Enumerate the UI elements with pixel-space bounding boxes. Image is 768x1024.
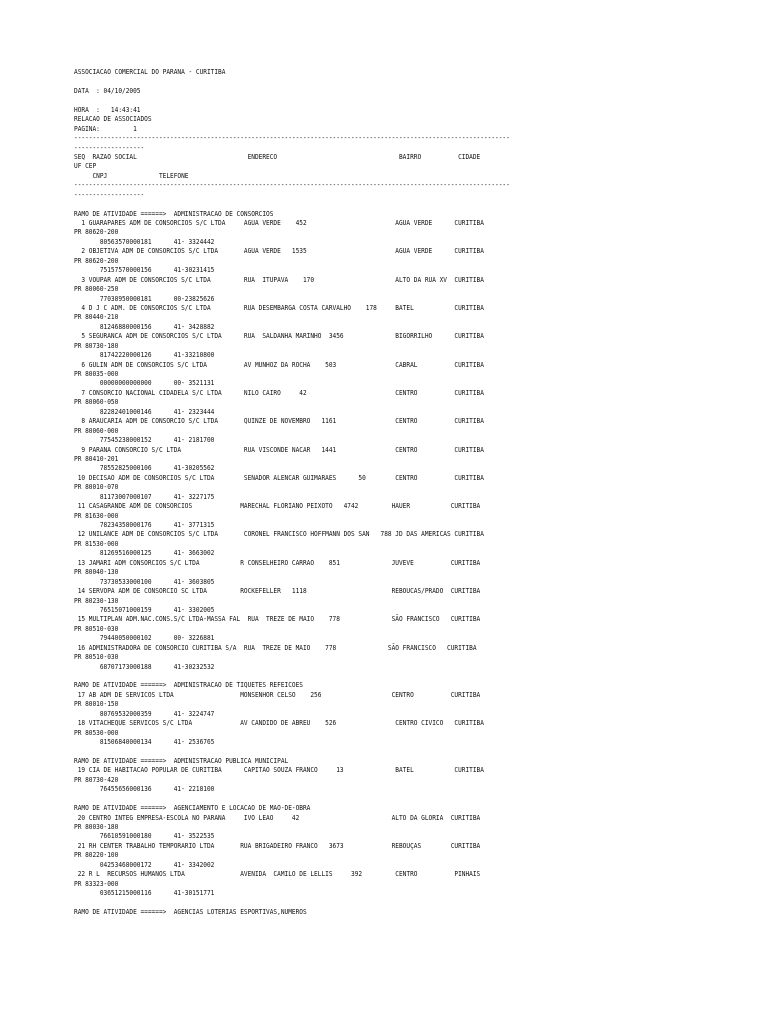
record-line-1: 19 CIA DE HABITACAO POPULAR DE CURITIBA CAPITAO SOUZA FRANCO 13 BATEL CURITIBA	[74, 765, 484, 775]
record-line-2: PR 80030-180	[74, 822, 119, 831]
record-line-2: PR 80035-000	[74, 369, 119, 378]
section-block	[74, 803, 584, 897]
record-line-3: 73730533000100 41- 3603805	[74, 576, 215, 586]
record-line-3: 77038950000181 00-23825626	[74, 293, 215, 303]
record-line-1: 21 RH CENTER TRABALHO TEMPORARIO LTDA RUA BRIGADEIRO FRANCO 3673 REBOUÇAS CURITIBA	[74, 840, 481, 850]
record-line-1: 18 VITACHEQUE SERVICOS S/C LTDA AV CANDIDO DE ABREU 526 CENTRO CIVICO CURITIBA	[74, 718, 484, 728]
record-line-2: PR 80620-200	[74, 227, 119, 237]
column-header-row: SEQ RAZAO SOCIAL ENDERECO BAIRRO CIDADE	[74, 151, 481, 161]
section-heading: RAMO DE ATIVIDADE ======> ADMINISTRACAO DE TIQUETES REFEICOES	[74, 680, 303, 690]
record-line-3: 00000000000000 00- 3521131	[74, 378, 215, 388]
record-line-3: 04253468000172 41- 3342002	[74, 859, 215, 869]
report-page: PAGINA: 1	[74, 123, 137, 133]
record-line-2: PR 80510-030	[74, 623, 119, 633]
record-line-3: 75157570000156 41-30231415	[74, 265, 215, 275]
record-line-2: PR 80230-130	[74, 595, 119, 605]
section-heading: RAMO DE ATIVIDADE ======> AGENCIAMENTO E LOCACAO DE MAO-DE-OBRA	[74, 803, 311, 813]
record-line-3: 80563570000181 41- 3324442	[74, 236, 215, 246]
record-line-2: PR 81630-000	[74, 510, 119, 520]
record-line-2: PR 81530-000	[74, 538, 119, 548]
record-line-1: 6 GULIN ADM DE CONSORCIOS S/C LTDA AV MUNHOZ DA ROCHA 503 CABRAL CURITIBA	[74, 359, 484, 369]
record-line-3: 81246880000156 41- 3428882	[74, 321, 215, 331]
record-line-1: 5 SEGURANCA ADM DE CONSORCIOS S/C LTDA RUA SALDANHA MARINHO 3456 BIGORRILHO CURITIBA	[74, 331, 484, 341]
report-date: DATA : 04/10/2005	[74, 85, 141, 95]
record-line-3: 03651215000116 41-30151771	[74, 888, 215, 898]
blank-line	[74, 747, 584, 756]
record-line-2: PR 83323-000	[74, 878, 119, 888]
record-line-1: 14 SERVOPA ADM DE CONSORCIO SC LTDA ROCKEFELLER 1118 REBOUCAS/PRADO CURITIBA	[74, 586, 481, 596]
record-line-2: PR 80410-201	[74, 453, 119, 463]
record-line-1: 17 AB ADM DE SERVICOS LTDA MONSENHOR CELSO 256 CENTRO CURITIBA	[74, 689, 481, 699]
record-line-2: PR 80060-000	[74, 425, 119, 435]
record-line-1: 1 GUARAPARES ADM DE CONSORCIOS S/C LTDA AGUA VERDE 452 AGUA VERDE CURITIBA	[74, 218, 484, 227]
blank-line	[74, 95, 584, 104]
record-line-2: PR 80620-200	[74, 255, 119, 265]
record-line-1: 7 CONSORCIO NACIONAL CIDADELA S/C LTDA NILO CAIRO 42 CENTRO CURITIBA	[74, 387, 484, 397]
record-line-2: PR 80060-250	[74, 284, 119, 294]
record-line-1: 20 CENTRO INTEG EMPRESA-ESCOLA NO PARANA IVO LEAO 42 ALTO DA GLORIA CURITIBA	[74, 812, 481, 822]
section-block	[74, 209, 584, 671]
report-name: RELACAO DE ASSOCIADOS	[74, 114, 152, 124]
record-line-1: 4 D J C ADM. DE CONSORCIOS S/C LTDA RUA DESEMBARGA COSTA CARVALHO 178 BATEL CURITIBA	[74, 302, 484, 312]
record-line-2: PR 80040-130	[74, 567, 119, 577]
record-line-2: PR 80510-030	[74, 652, 119, 662]
section-heading: RAMO DE ATIVIDADE ======> ADMINISTRACAO PUBLICA MUNICIPAL	[74, 755, 289, 765]
report-title: ASSOCIACAO COMERCIAL DO PARANA - CURITIBA	[74, 67, 226, 76]
record-line-3: 81742220000126 41-33210800	[74, 350, 215, 360]
separator-line: ----------------------------------------------------------------------------------------------------------------------	[74, 180, 510, 190]
record-line-2: PR 80730-420	[74, 774, 119, 784]
record-line-2: PR 80220-100	[74, 850, 119, 860]
blank-line	[74, 671, 584, 680]
blank-line	[74, 794, 584, 803]
record-line-1: 12 UNILANCE ADM DE CONSORCIOS S/C LTDA CORONEL FRANCISCO HOFFMANN DOS SAN 788 JD DAS AMERICAS CURITIBA	[74, 529, 484, 539]
record-line-1: 15 MULTIPLAN ADM.NAC.CONS.S/C LTDA-MASSA FAL RUA TREZE DE MAIO 778 SÃO FRANCISCO CURITIBA	[74, 614, 481, 624]
record-line-1: 10 DECISAO ADM DE CONSORCIOS S/C LTDA SENADOR ALENCAR GUIMARAES 50 CENTRO CURITIBA	[74, 472, 484, 482]
record-line-1: 11 CASAGRANDE ADM DE CONSORCIOS MARECHAL FLORIANO PEIXOTO 4742 HAUER CURITIBA	[74, 501, 481, 511]
record-line-3: 76610591000180 41- 3522535	[74, 831, 215, 841]
record-line-3: 80769532000359 41- 3224747	[74, 708, 215, 718]
record-line-2: PR 80010-070	[74, 482, 119, 492]
column-header-row: UF CEP	[74, 161, 97, 171]
record-line-3: 78552825000106 41-30205562	[74, 463, 215, 473]
separator-line: -------------------	[74, 189, 145, 199]
record-line-3: 78234358000176 41- 3771315	[74, 520, 215, 529]
record-line-1: 22 R L RECURSOS HUMANOS LTDA AVENIDA CAMILO DE LELLIS 392 CENTRO PINHAIS	[74, 869, 481, 879]
record-line-3: 76515071000159 41- 3302005	[74, 604, 215, 614]
record-line-2: PR 80530-000	[74, 727, 119, 737]
blank-line	[74, 76, 584, 85]
record-line-1: 8 ARAUCARIA ADM DE CONSORCIO S/C LTDA QUINZE DE NOVEMBRO 1161 CENTRO CURITIBA	[74, 416, 484, 426]
column-header-row: CNPJ TELEFONE	[74, 170, 189, 180]
section-heading: RAMO DE ATIVIDADE ======> AGENCIAS LOTERIAS ESPORTIVAS,NUMEROS	[74, 906, 307, 916]
record-line-1: 9 PARANA CONSORCIO S/C LTDA RUA VISCONDE NACAR 1441 CENTRO CURITIBA	[74, 444, 484, 454]
record-line-2: PR 80060-050	[74, 397, 119, 407]
record-line-3: 76455656000136 41- 2218100	[74, 784, 215, 794]
report-time: HORA : 14:43:41	[74, 104, 141, 114]
record-line-1: 3 VOUPAR ADM DE CONSORCIOS S/C LTDA RUA ITUPAVA 170 ALTO DA RUA XV CURITIBA	[74, 274, 484, 284]
record-line-3: 81173007000107 41- 3227175	[74, 491, 215, 501]
separator-line: -------------------	[74, 142, 145, 152]
record-line-2: PR 80010-150	[74, 699, 119, 709]
blank-line	[74, 199, 584, 208]
section-heading: RAMO DE ATIVIDADE ======> ADMINISTRACAO DE CONSORCIOS	[74, 208, 274, 218]
record-line-3: 81506840000134 41- 2536765	[74, 737, 215, 747]
record-line-2: PR 80730-180	[74, 340, 119, 350]
record-line-3: 81269516000125 41- 3663002	[74, 548, 215, 558]
record-line-1: 2 OBJETIVA ADM DE CONSORCIOS S/C LTDA AGUA VERDE 1535 AGUA VERDE CURITIBA	[74, 246, 484, 256]
section-block	[74, 680, 584, 746]
record-line-3: 79440050000102 00- 3226881	[74, 633, 215, 643]
report-printout	[74, 67, 584, 916]
record-line-3: 77545238000152 41- 2181700	[74, 435, 215, 445]
record-line-1: 13 JAMARI ADM CONSORCIOS S/C LTDA R CONSELHEIRO CARRAO 851 JUVEVE CURITIBA	[74, 557, 481, 567]
record-line-2: PR 80440-210	[74, 312, 119, 322]
record-line-3: 68707173000188 41-30232532	[74, 661, 215, 671]
separator-line: ----------------------------------------------------------------------------------------------------------------------	[74, 133, 510, 143]
section-block	[74, 756, 584, 794]
blank-line	[74, 898, 584, 907]
record-line-3: 82282401000146 41- 2323444	[74, 406, 215, 416]
record-line-1: 16 ADMINISTRADORA DE CONSORCIO CURITIBA S/A RUA TREZE DE MAIO 778 SÃO FRANCISCO CURITIBA	[74, 642, 477, 652]
